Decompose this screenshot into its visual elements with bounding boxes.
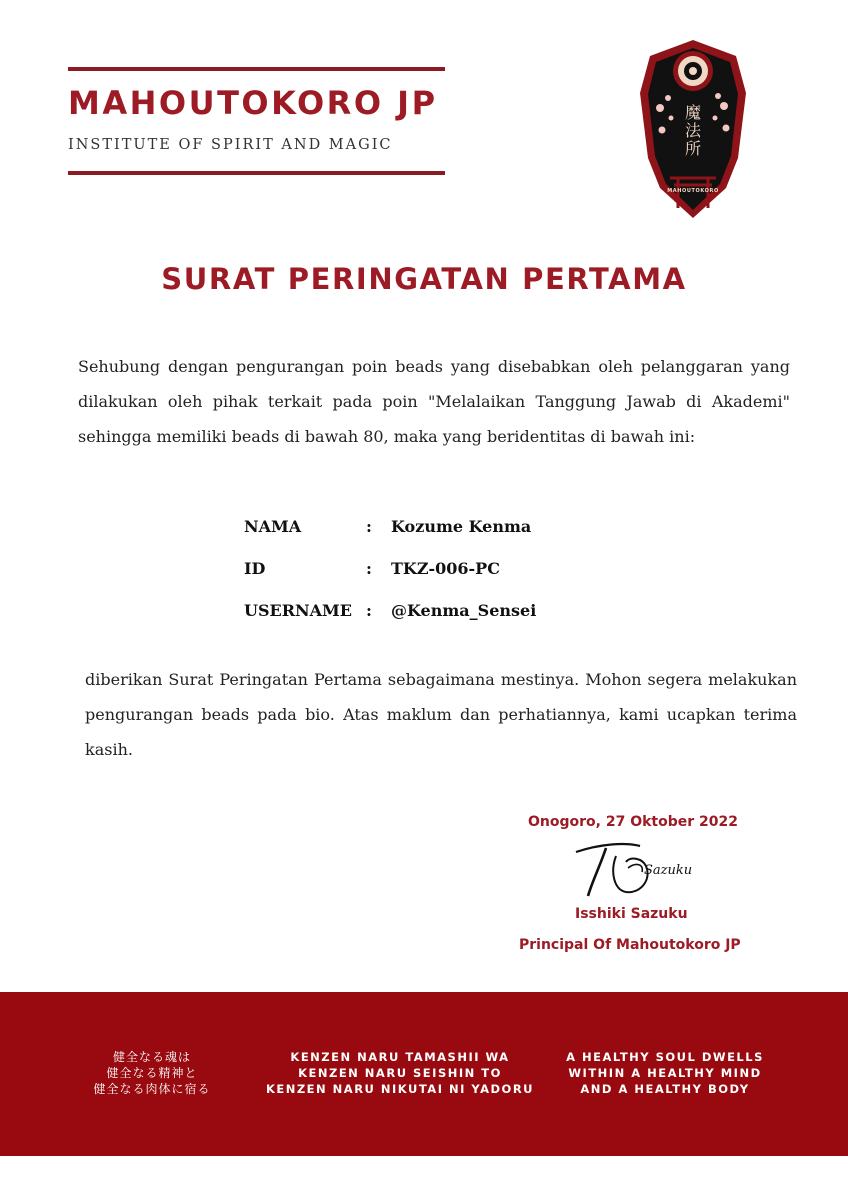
- identity-row-name: [244, 505, 536, 547]
- identity-value: @Kenma_Sensei: [391, 600, 537, 620]
- footer-motto-romaji: KENZEN NARU TAMASHII WA KENZEN NARU SEISHIN TO KENZEN NARU NIKUTAI NI YADORU: [265, 1050, 535, 1096]
- identity-label: USERNAME: [244, 600, 352, 620]
- identity-colon: :: [366, 558, 372, 578]
- header-rule-top: [68, 67, 445, 71]
- crest-name: MAHOUTOKORO: [667, 188, 719, 194]
- identity-value: Kozume Kenma: [391, 516, 532, 536]
- org-name: MAHOUTOKORO JP: [68, 84, 438, 122]
- org-subtitle: INSTITUTE OF SPIRIT AND MAGIC: [68, 137, 393, 153]
- signature-place-date: Onogoro, 27 Oktober 2022: [528, 814, 738, 830]
- school-crest-logo: [638, 38, 748, 220]
- footer-motto-japanese: 健全なる魂は 健全なる精神と 健全なる肉体に宿る: [93, 1050, 211, 1096]
- identity-value: TKZ-006-PC: [391, 558, 500, 578]
- identity-label: ID: [244, 558, 266, 578]
- document-title: SURAT PERINGATAN PERTAMA: [161, 262, 687, 296]
- footer-motto-english: A HEALTHY SOUL DWELLS WITHIN A HEALTHY MIND AND A HEALTHY BODY: [566, 1050, 764, 1096]
- svg-text:Sazuku: Sazuku: [644, 863, 693, 878]
- footer-banner: [0, 992, 848, 1156]
- identity-row-id: [244, 547, 536, 589]
- signatory-role: Principal Of Mahoutokoro JP: [519, 937, 741, 953]
- closing-paragraph: diberikan Surat Peringatan Pertama sebagaimana mestinya. Mohon segera melakukan pengurangan beads pada bio. Atas maklum dan perhatiannya, kami ucapkan terima kasih.: [85, 670, 797, 759]
- handwritten-signature: [570, 838, 700, 900]
- header-rule-bottom: [68, 171, 445, 175]
- signatory-name: Isshiki Sazuku: [575, 906, 688, 922]
- identity-label: NAMA: [244, 516, 302, 536]
- crest-kanji: 魔 法 所: [684, 103, 701, 158]
- intro-paragraph: Sehubung dengan pengurangan poin beads yang disebabkan oleh pelanggaran yang dilakukan oleh pihak terkait pada poin "Melalaikan Tanggung Jawab di Akademi" sehingga memiliki beads di bawah 80, maka yang beridentitas di bawah ini:: [78, 357, 790, 446]
- identity-block: [244, 505, 536, 631]
- identity-row-username: [244, 589, 536, 631]
- identity-colon: :: [366, 600, 372, 620]
- identity-colon: :: [366, 516, 372, 536]
